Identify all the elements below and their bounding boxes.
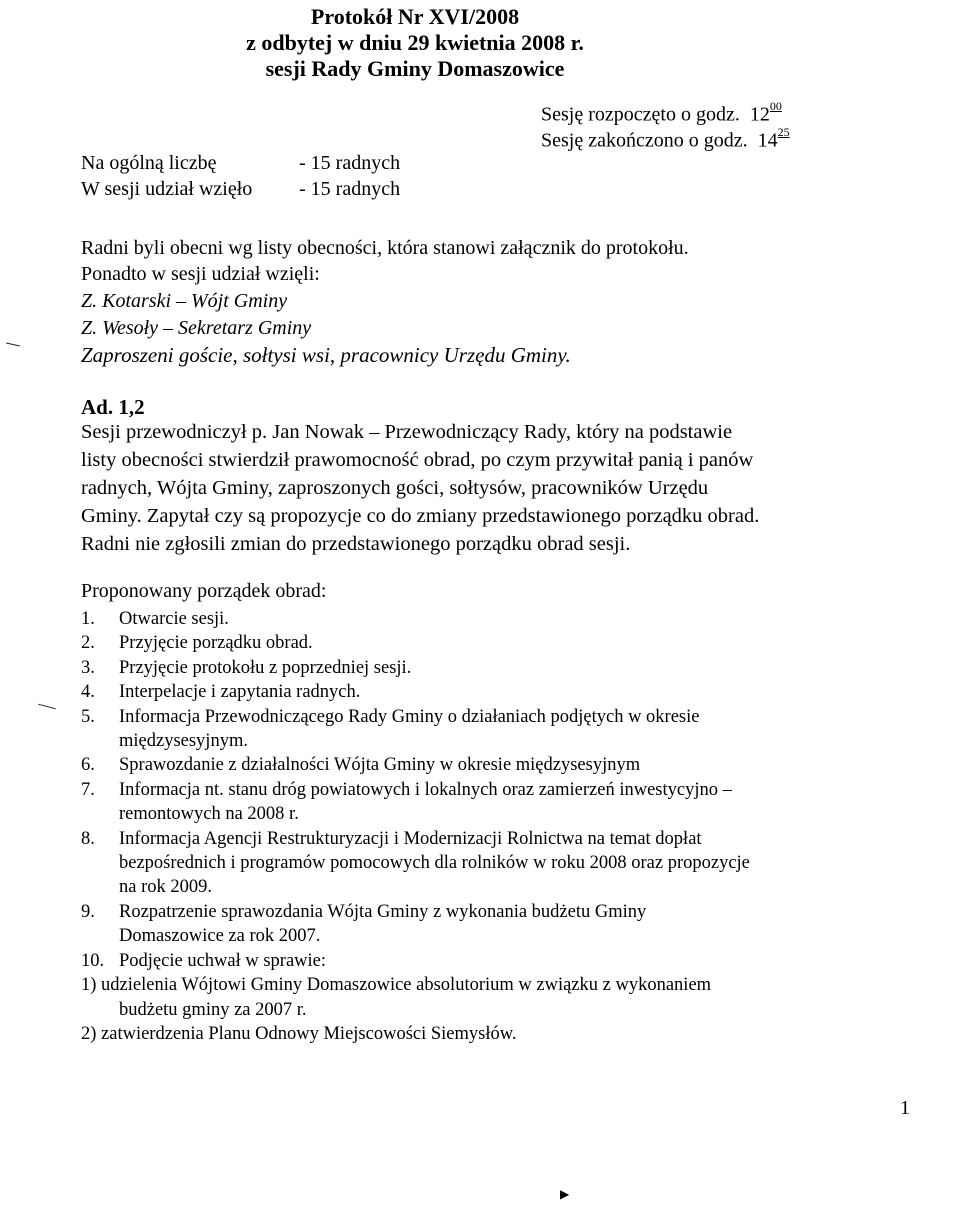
agenda-item — [81, 949, 750, 973]
session-start-hour: 12 — [749, 103, 770, 126]
agenda-item-continuation — [81, 802, 750, 826]
agenda-item — [81, 607, 750, 631]
agenda-item-number: 9. — [81, 901, 95, 922]
attendance-present-label: W sesji udział wzięło — [81, 178, 253, 200]
agenda-subitem — [81, 973, 750, 997]
ad-line: Gminy. Zapytał czy są propozycje co do zmiany przedstawionego porządku obrad. — [81, 505, 760, 527]
document-subtitle-council: sesji Rady Gminy Domaszowice — [265, 56, 565, 81]
agenda-item — [81, 705, 750, 729]
guests-invited: Zaproszeni goście, sołtysi wsi, pracownicy Urzędu Gminy. — [81, 343, 571, 367]
attendance-total-value: - 15 radnych — [299, 152, 401, 174]
document-subtitle-date: z odbytej w dniu 29 kwietnia 2008 r. — [246, 30, 584, 55]
agenda-item — [81, 656, 750, 680]
agenda-item-continuation — [81, 875, 750, 899]
agenda-subitem-continuation — [81, 998, 750, 1022]
agenda-item-text: Informacja Agencji Restrukturyzacji i Modernizacji Rolnictwa na temat dopłat — [119, 828, 702, 849]
attendance-note: Radni byli obecni wg listy obecności, która stanowi załącznik do protokołu. — [81, 237, 689, 259]
agenda-item-continuation — [81, 729, 750, 753]
agenda-item-text: Otwarcie sesji. — [119, 609, 229, 629]
agenda-item — [81, 827, 750, 851]
session-start-minutes: 00 — [769, 99, 782, 113]
ad-heading: Ad. 1,2 — [81, 395, 145, 419]
guests-intro: Ponadto w sesji udział wzięli: — [81, 263, 320, 285]
guest-sekretarz: Z. Wesoły – Sekretarz Gminy — [81, 317, 312, 339]
agenda-item-text: Podjęcie uchwał w sprawie: — [119, 950, 327, 971]
attendance-total-label: Na ogólną liczbę — [81, 152, 217, 174]
agenda-item-number: 10. — [81, 950, 105, 971]
session-start — [541, 99, 782, 127]
agenda-subitem-text: budżetu gminy za 2007 r. — [119, 999, 307, 1020]
guest-wojt: Z. Kotarski – Wójt Gminy — [81, 290, 288, 312]
session-end — [541, 125, 790, 153]
agenda-subitem-text: 2) zatwierdzenia Planu Odnowy Miejscowości Siemysłów. — [81, 1023, 517, 1044]
page-number: 1 — [900, 1097, 910, 1119]
agenda-item-text: Interpelacje i zapytania radnych. — [119, 682, 361, 703]
ad-line: Sesji przewodniczył p. Jan Nowak – Przewodniczący Rady, który na podstawie — [81, 421, 733, 443]
agenda-item-number: 1. — [81, 609, 95, 629]
agenda-item-number: 8. — [81, 828, 95, 849]
ad-line: Radni nie zgłosili zmian do przedstawionego porządku obrad sesji. — [81, 533, 631, 555]
agenda-item — [81, 631, 750, 655]
session-end-label: Sesję zakończono o godz. — [541, 129, 748, 152]
ad-paragraph — [81, 418, 861, 558]
session-end-minutes: 25 — [777, 125, 790, 139]
agenda-item-text: międzysesyjnym. — [119, 731, 248, 752]
agenda-item-text: remontowych na 2008 r. — [119, 804, 299, 825]
agenda-item-continuation — [81, 924, 750, 948]
agenda-item-text: bezpośrednich i programów pomocowych dla rolników w roku 2008 oraz propozycje — [119, 853, 750, 874]
agenda-item-number: 6. — [81, 755, 95, 776]
scan-mark — [6, 343, 20, 347]
agenda-item-text: Rozpatrzenie sprawozdania Wójta Gminy z wykonania budżetu Gminy — [119, 901, 647, 922]
agenda-item-text: Informacja nt. stanu dróg powiatowych i lokalnych oraz zamierzeń inwestycyjno – — [119, 779, 732, 800]
agenda-subitem — [81, 1022, 750, 1046]
agenda-item-text: na rok 2009. — [119, 877, 212, 898]
agenda-item-number: 5. — [81, 706, 95, 727]
scan-mark: ▶ — [560, 1187, 570, 1201]
document-title: Protokół Nr XVI/2008 — [310, 4, 520, 29]
attendance-present-value: - 15 radnych — [299, 178, 401, 200]
scan-mark — [38, 704, 56, 710]
ad-line: radnych, Wójta Gminy, zaproszonych gości, sołtysów, pracowników Urzędu — [81, 477, 709, 499]
agenda-item-number: 7. — [81, 779, 95, 800]
agenda-item — [81, 900, 750, 924]
agenda-item-text: Domaszowice za rok 2007. — [119, 926, 321, 947]
agenda-item-text: Informacja Przewodniczącego Rady Gminy o działaniach podjętych w okresie — [119, 706, 700, 727]
agenda-item-number: 3. — [81, 657, 95, 678]
agenda-item — [81, 680, 750, 704]
agenda-item-text: Przyjęcie porządku obrad. — [119, 633, 313, 654]
ad-line: listy obecności stwierdził prawomocność obrad, po czym przywitał panią i panów — [81, 449, 754, 471]
agenda-item — [81, 753, 750, 777]
agenda-item-number: 2. — [81, 633, 95, 654]
agenda-item-continuation — [81, 851, 750, 875]
session-start-label: Sesję rozpoczęto o godz. — [541, 103, 740, 126]
agenda-item-text: Sprawozdanie z działalności Wójta Gminy w okresie międzysesyjnym — [119, 755, 641, 776]
agenda-item-text: Przyjęcie protokołu z poprzedniej sesji. — [119, 657, 412, 678]
agenda-heading: Proponowany porządek obrad: — [81, 580, 327, 602]
agenda-item-number: 4. — [81, 682, 95, 703]
session-end-hour: 14 — [757, 129, 778, 152]
agenda-subitem-text: 1) udzielenia Wójtowi Gminy Domaszowice absolutorium w związku z wykonaniem — [81, 975, 712, 996]
agenda-item — [81, 778, 750, 802]
agenda-list — [81, 607, 750, 1046]
